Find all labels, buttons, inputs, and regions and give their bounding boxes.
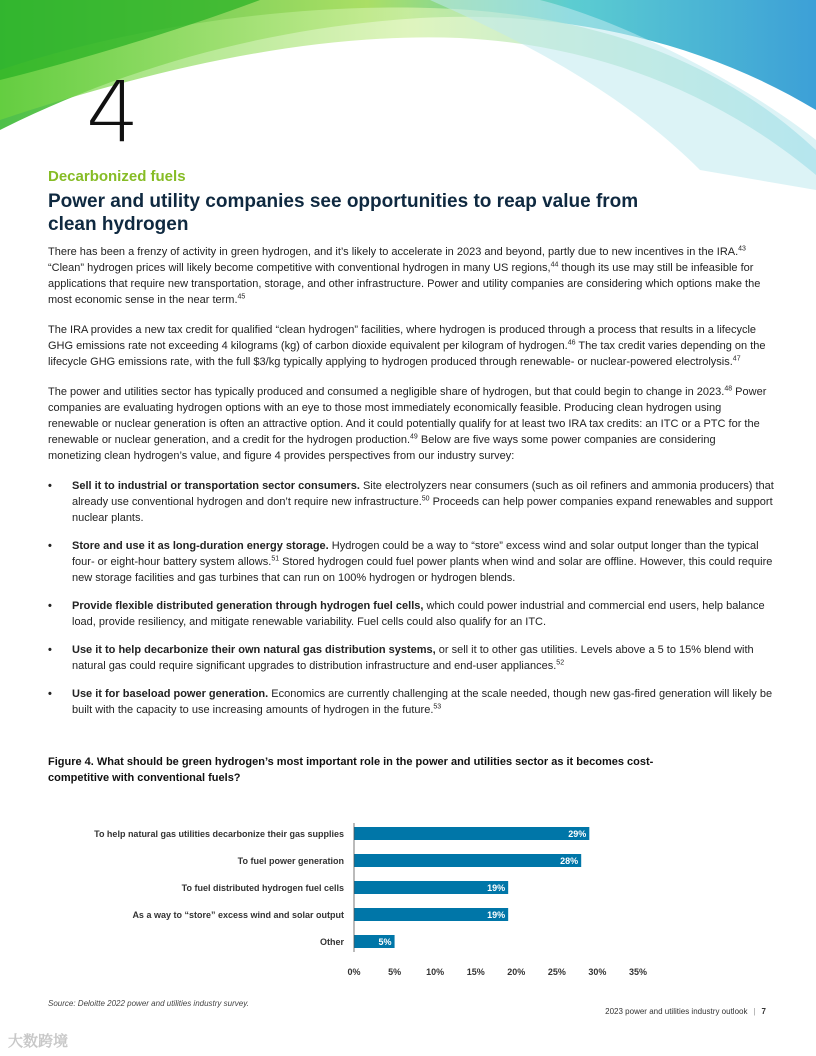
data-label: 28% [560,856,579,866]
footer-title: 2023 power and utilities industry outlook [605,1007,748,1016]
category-label: To fuel power generation [237,856,344,866]
footnote-ref: 46 [567,339,576,347]
bullet-item [48,478,776,526]
text-run: Site electrolyzers near consumers (such as oil refiners and ammonia producers) that already use conventional hydrogen and don’t require new infrastructure. [72,480,774,508]
x-tick-label: 0% [347,967,361,977]
footnote-ref: 45 [237,293,246,301]
bullet-dot: • [48,600,52,612]
bar [354,854,581,867]
source-note: Source: Deloitte 2022 power and utilities industry survey. [48,999,249,1008]
article-body [48,244,774,730]
text-run: Below are five ways some power companies are considering monetizing clean hydrogen’s value, and figure 4 provides perspectives from our industry survey: [48,434,716,462]
bullet-dot: • [48,644,52,656]
x-tick-label: 20% [507,967,526,977]
data-label: 29% [568,829,587,839]
bullet-item [48,598,776,630]
x-tick-label: 30% [588,967,607,977]
footnote-ref: 50 [421,495,430,503]
data-label: 19% [487,910,506,920]
text-run: Hydrogen could be a way to “store” excess wind and solar output longer than the typical four- or eight-hour battery system allows. [72,540,759,568]
bullet-item [48,538,776,586]
footnote-ref: 47 [732,355,741,363]
footnote-ref: 51 [271,555,280,563]
bullet-lead: Use it to help decarbonize their own natural gas distribution systems, [72,644,436,656]
page-footer [605,1007,766,1016]
bar-chart [0,810,816,990]
bullet-lead: Store and use it as long-duration energy storage. [72,540,329,552]
x-tick-label: 35% [628,967,648,977]
text-run: Power companies are evaluating hydrogen options with an eye to those most immediately economically feasible. Producing clean hydrogen using renewable or nuclear generation is often an attractive option. And it could potentially qualify for at least two IRA tax credits: an ITC or a PTC for the renewable or nuclear generation, and a credit for the hydrogen production. [48,386,767,446]
text-run: or sell it to other gas utilities. Levels above a 5 to 15% blend with natural gas could require significant upgrades to distribution infrastructure and end-user appliances. [72,644,754,672]
paragraph [48,384,768,464]
x-tick-label: 25% [547,967,566,977]
page-number: 7 [761,1007,766,1016]
text-run: The IRA provides a new tax credit for qualified “clean hydrogen” facilities, where hydrogen is produced through a process that results in a lifecycle GHG emissions rate not exceeding 4 kilograms (kg) of carbon dioxide equivalent per kilogram of hydrogen. [48,324,757,352]
watermark: 大数跨境 [8,1033,69,1050]
text-run: Economics are currently challenging at the scale needed, though new gas-fired generation will likely be built with the capacity to use increasing amounts of hydrogen in the future. [72,688,773,716]
text-run: Proceeds can help power companies expand renewables and support nuclear plants. [72,496,773,524]
category-label: To help natural gas utilities decarbonize their gas supplies [94,829,344,839]
data-label: 5% [378,937,392,947]
category-label: As a way to “store” excess wind and solar output [132,910,344,920]
page-title: Power and utility companies see opportunities to reap value from clean hydrogen [48,191,639,235]
footnote-ref: 53 [433,703,442,711]
data-label: 19% [487,883,506,893]
text-run: which could power industrial and commercial end users, help balance load, provide resiliency, and mitigate renewable variability. Fuel cells could also qualify for an ITC. [72,600,765,628]
bullet-dot: • [48,480,52,492]
x-tick-label: 5% [388,967,402,977]
text-run: The power and utilities sector has typically produced and consumed a negligible share of hydrogen, but that could begin to change in 2023. [48,386,725,398]
footnote-ref: 48 [724,385,733,393]
bar [354,827,589,840]
category-label: To fuel distributed hydrogen fuel cells [181,883,344,893]
x-tick-label: 15% [466,967,485,977]
text-run: There has been a frenzy of activity in green hydrogen, and it’s likely to accelerate in 2023 and beyond, partly due to new incentives in the IRA. [48,246,739,258]
bullet-lead: Use it for baseload power generation. [72,688,269,700]
bullet-lead: Sell it to industrial or transportation sector consumers. [72,480,360,492]
footnote-ref: 43 [738,245,746,253]
footnote-ref: 44 [550,261,559,269]
bullet-dot: • [48,688,52,700]
bullet-lead: Provide flexible distributed generation through hydrogen fuel cells, [72,600,424,612]
paragraph [48,322,768,370]
text-run: though its use may still be infeasible for applications that require new transportation, storage, and other infrastructure. Power and utility companies are considering which options make the most economic sense in the near term. [48,262,761,306]
bullet-dot: • [48,540,52,552]
text-run: The tax credit varies depending on the lifecycle GHG emissions rate, with the full $3/kg typically applying to hydrogen produced through renewable- or nuclear-powered electrolysis. [48,340,766,368]
figure-title: Figure 4. What should be green hydrogen’s most important role in the power and utilities sector as it becomes cost-competitive with conventional fuels? [48,756,654,784]
chapter-number: 4 [86,63,140,161]
text-run: Stored hydrogen could fuel power plants when wind and solar are offline. However, this could require new storage facilities and gas turbines that can run on 100% hydrogen or hydrogen blends. [72,556,773,584]
bar [354,881,508,894]
category-label: Other [319,937,344,947]
bullet-item [48,686,776,718]
paragraph [48,244,768,308]
footnote-ref: 49 [410,433,418,441]
footnote-ref: 52 [556,659,565,667]
text-run: “Clean” hydrogen prices will likely become competitive with conventional hydrogen in many US regions, [48,262,551,274]
x-tick-label: 10% [426,967,445,977]
bullet-list [48,478,774,718]
bar [354,908,508,921]
section-label: Decarbonized fuels [48,168,186,185]
footer-separator: | [753,1007,756,1016]
bullet-item [48,642,776,674]
